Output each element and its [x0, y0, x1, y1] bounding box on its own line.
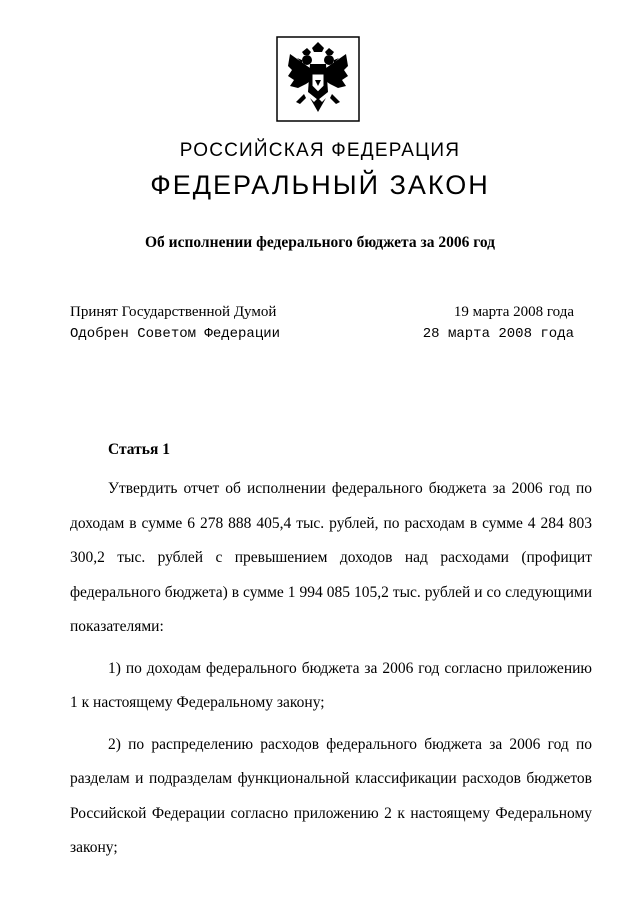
council-approval-date: 28 марта 2008 года	[422, 326, 574, 342]
article-item-1: 1) по доходам федерального бюджета за 2006 год согласно приложению 1 к настоящему Федеральному закону;	[70, 659, 592, 711]
country-heading: РОССИЙСКАЯ ФЕДЕРАЦИЯ	[179, 140, 461, 161]
article-title: Статья 1	[108, 441, 170, 458]
council-approval-label: Одобрен Советом Федерации	[70, 326, 281, 342]
article-body	[70, 472, 592, 873]
article-intro-paragraph: Утвердить отчет об исполнении федерального бюджета за 2006 год по доходам в сумме 6 278 888 405,4 тыс. рублей, по расходам в сумме 4 284 803 300,2 тыс. рублей с превышением доходов над расходами (профицит федерального бюджета) в сумме 1 994 085 105,2 тыс. рублей и со следующими показателями:	[70, 480, 592, 635]
council-approval-row	[70, 326, 574, 342]
duma-adoption-date: 19 марта 2008 года	[453, 304, 574, 320]
coat-of-arms-icon	[276, 36, 360, 122]
document-type-heading: ФЕДЕРАЛЬНЫЙ ЗАКОН	[150, 170, 490, 200]
law-subject-title: Об исполнении федерального бюджета за 2006 год	[144, 234, 496, 251]
duma-adoption-row	[70, 304, 574, 321]
duma-adoption-label: Принят Государственной Думой	[70, 304, 277, 320]
article-item-2: 2) по распределению расходов федерального бюджета за 2006 год по разделам и подразделам функциональной классификации расходов бюджетов Российской Федерации согласно приложению 2 к настоящему Федеральному закону;	[70, 735, 592, 856]
